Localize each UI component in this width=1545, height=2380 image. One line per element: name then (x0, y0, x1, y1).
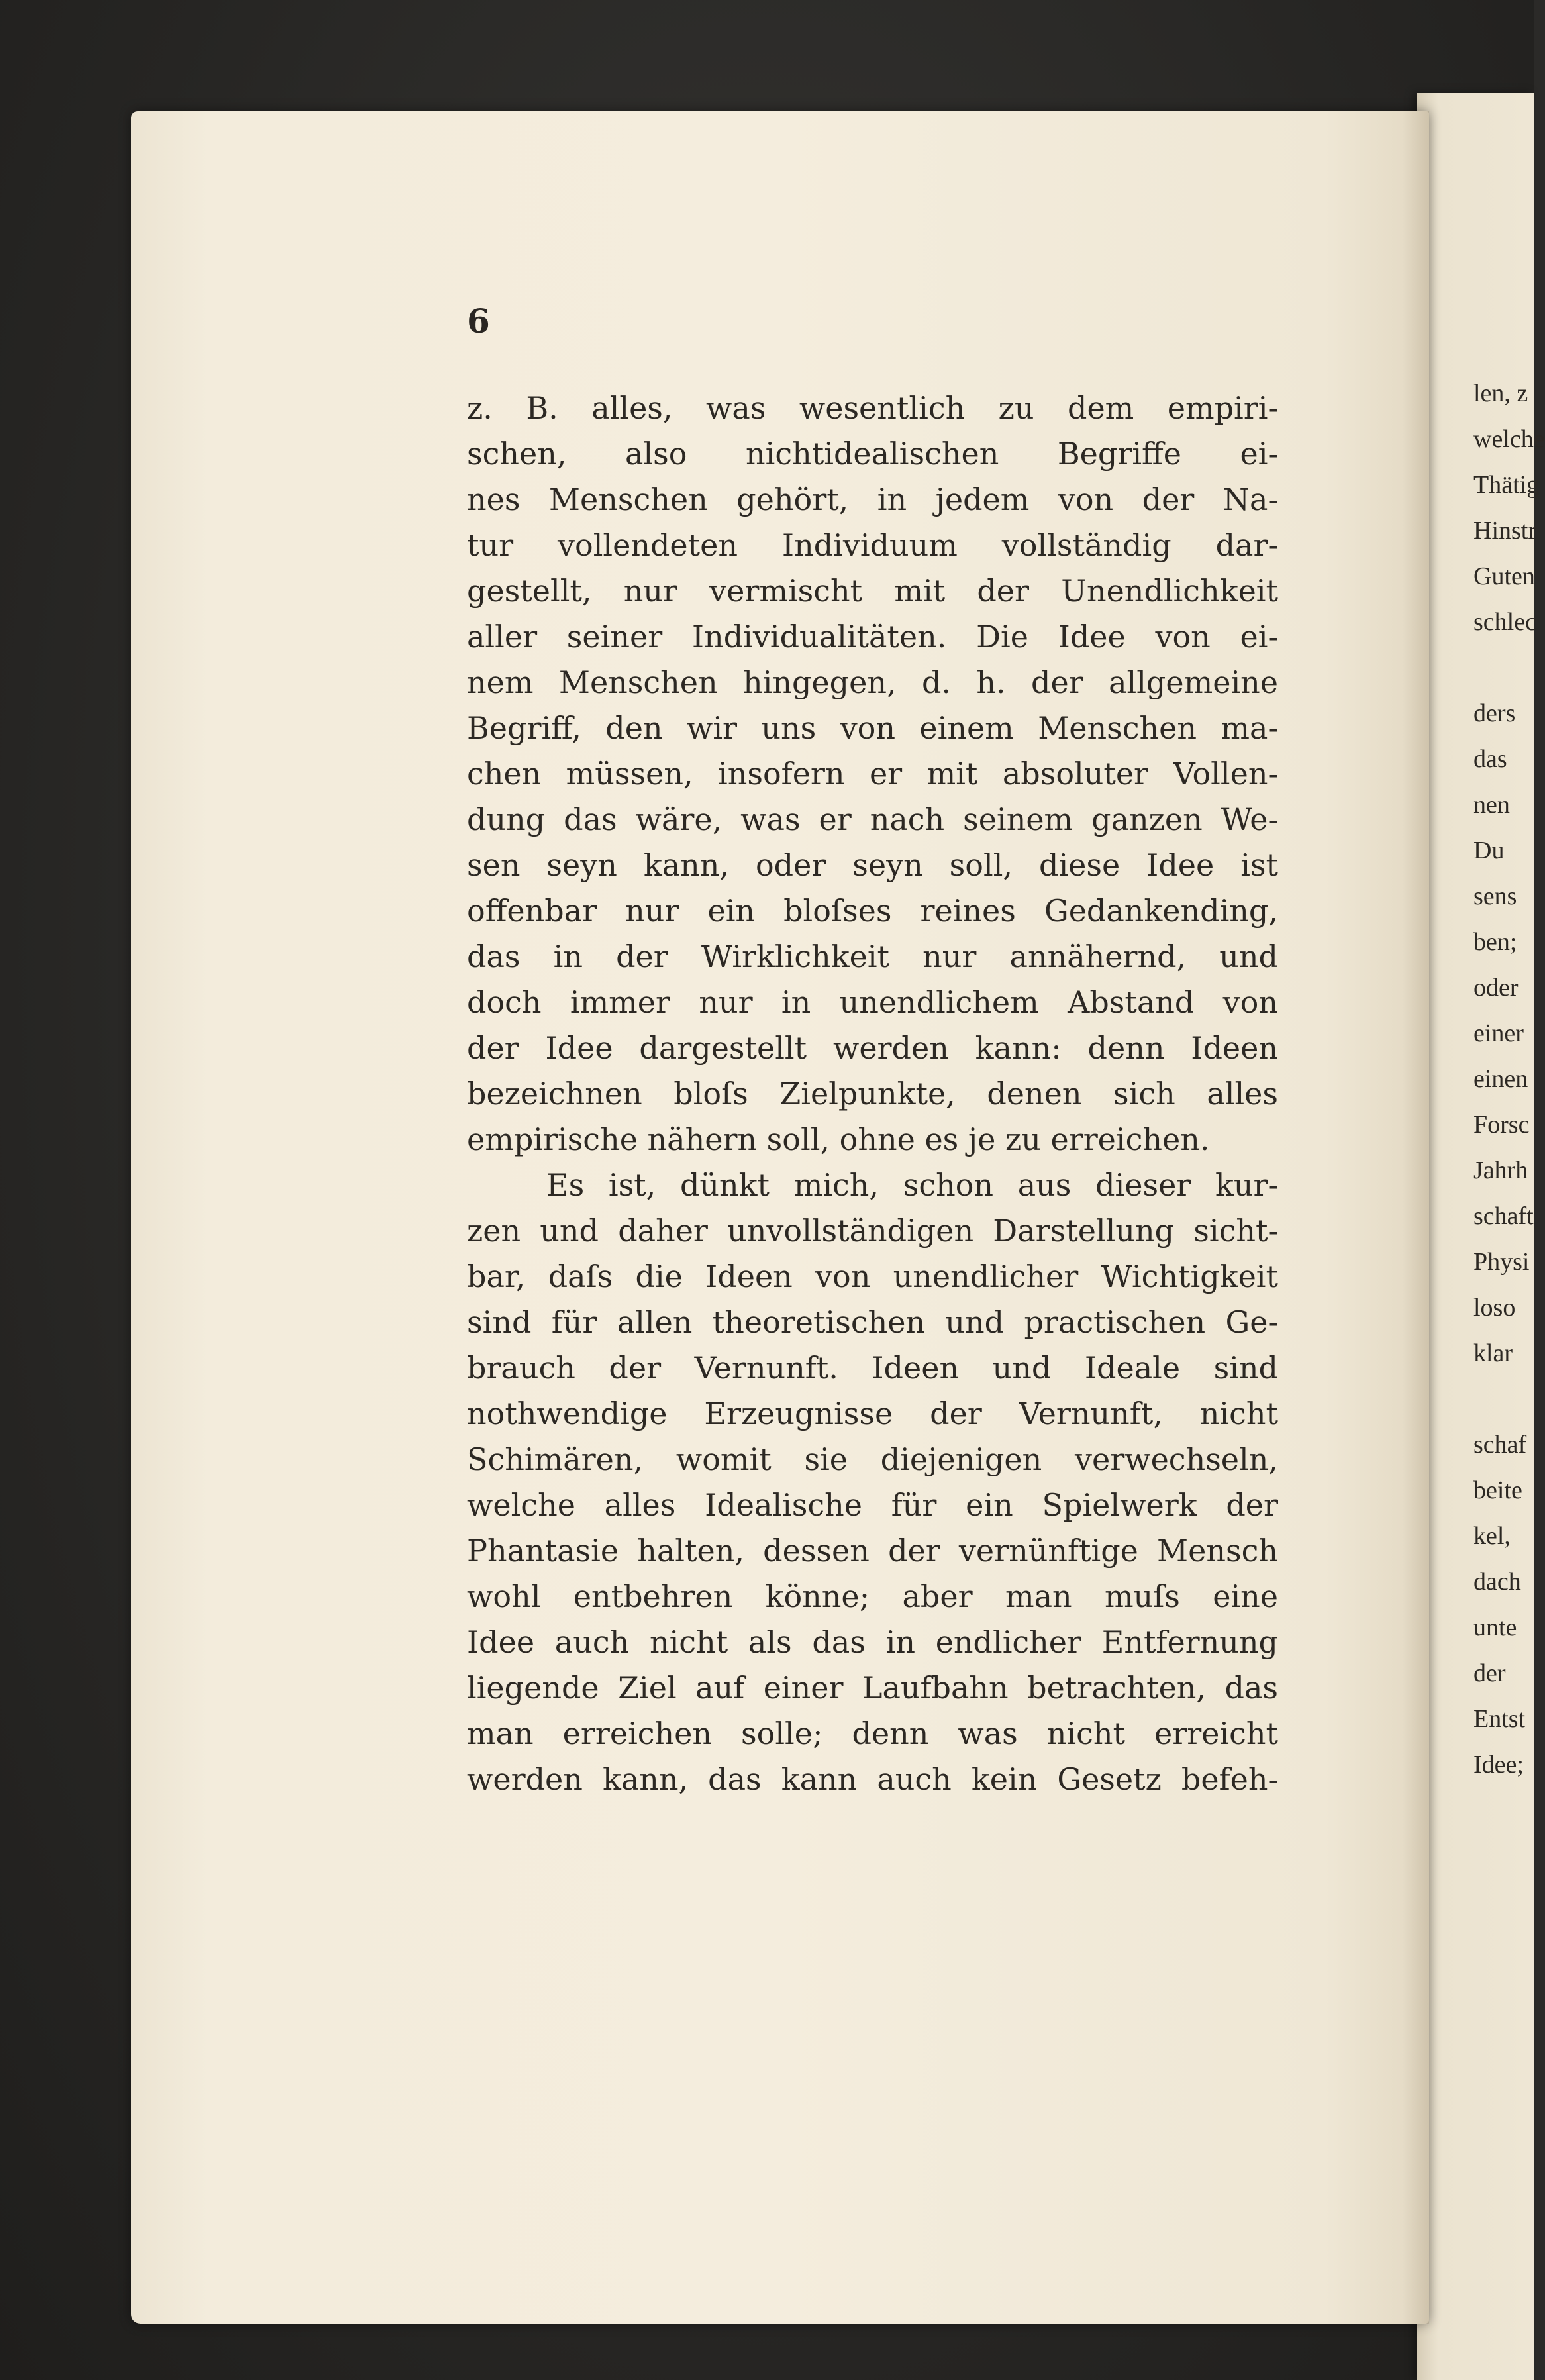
text-line: nes Menschen gehört, in jedem von der Na- (467, 482, 1278, 517)
next-page-line: das (1473, 745, 1507, 773)
text-line: doch immer nur in unendlichem Abstand von (467, 984, 1278, 1020)
text-line: das in der Wirklichkeit nur annähernd, und (467, 939, 1278, 974)
next-page-line: loso (1473, 1294, 1516, 1321)
next-page-line: Jahrh (1473, 1157, 1528, 1184)
text-line: wohl entbehren könne; aber man muſs eine (467, 1578, 1278, 1614)
next-page-line: kel, (1473, 1522, 1511, 1550)
next-page-line: Entst (1473, 1705, 1526, 1733)
next-page-line: Guten (1473, 562, 1535, 590)
text-line: liegende Ziel auf einer Laufbahn betrachten, das (467, 1670, 1278, 1706)
text-line: chen müssen, insofern er mit absoluter Vollen- (467, 756, 1278, 792)
next-page-line: ders (1473, 699, 1516, 727)
next-page-line: Idee; (1473, 1751, 1524, 1779)
next-page-line: schaft (1473, 1202, 1534, 1230)
next-page-line: Forsc (1473, 1111, 1530, 1139)
text-line: offenbar nur ein bloſses reines Gedankending, (467, 893, 1278, 929)
text-line: bezeichnen bloſs Zielpunkte, denen sich alles (467, 1076, 1278, 1112)
page-number: 6 (467, 301, 490, 340)
text-line: brauch der Vernunft. Ideen und Ideale sind (467, 1350, 1278, 1386)
next-page-line: unte (1473, 1614, 1517, 1641)
next-page-line: klar (1473, 1339, 1513, 1367)
next-page-line: Thätig (1473, 471, 1540, 499)
next-page-line: dach (1473, 1568, 1521, 1596)
next-page-line: schlec (1473, 608, 1536, 636)
text-line: Idee auch nicht als das in endlicher Entfernung (467, 1624, 1278, 1660)
text-line: sind für allen theoretischen und practischen Ge- (467, 1304, 1278, 1340)
text-line: welche alles Idealische für ein Spielwerk der (467, 1487, 1278, 1523)
text-line: werden kann, das kann auch kein Gesetz befeh- (467, 1761, 1278, 1797)
next-page-line: welche (1473, 425, 1545, 453)
next-page-line: der (1473, 1659, 1506, 1687)
next-page-line: Du (1473, 837, 1505, 864)
next-page-line: ben; (1473, 928, 1517, 956)
text-line: Schimären, womit sie diejenigen verwechseln, (467, 1441, 1278, 1477)
next-page-line: beite (1473, 1476, 1522, 1504)
text-line: z. B. alles, was wesentlich zu dem empiri- (467, 390, 1278, 426)
next-page-line: len, z (1473, 380, 1528, 407)
text-line: gestellt, nur vermischt mit der Unendlichkeit (467, 573, 1278, 609)
text-line: empirische nähern soll, ohne es je zu erreichen. (467, 1121, 1210, 1157)
text-line: zen und daher unvollständigen Darstellung sicht- (467, 1213, 1278, 1249)
next-page-line: einer (1473, 1019, 1524, 1047)
next-page-line: nen (1473, 791, 1510, 819)
text-line: schen, also nichtidealischen Begriffe ei- (467, 436, 1278, 472)
text-line: man erreichen solle; denn was nicht erreicht (467, 1716, 1278, 1751)
text-line: aller seiner Individualitäten. Die Idee von ei- (467, 619, 1278, 654)
next-page-line: Hinstr (1473, 517, 1536, 544)
text-line: bar, daſs die Ideen von unendlicher Wichtigkeit (467, 1259, 1278, 1294)
next-page-text (1473, 371, 1545, 1788)
text-line: nem Menschen hingegen, d. h. der allgemeine (467, 664, 1278, 700)
text-line: tur vollendeten Individuum vollständig dar- (467, 527, 1278, 563)
next-page-line: einen (1473, 1065, 1528, 1093)
next-page-line: sens (1473, 882, 1517, 910)
text-line: Es ist, dünkt mich, schon aus dieser kur- (546, 1167, 1278, 1203)
text-line: Phantasie halten, dessen der vernünftige Mensch (467, 1533, 1278, 1569)
text-line: sen seyn kann, oder seyn soll, diese Idee ist (467, 847, 1278, 883)
text-line: der Idee dargestellt werden kann: denn Ideen (467, 1030, 1278, 1066)
text-line: Begriff, den wir uns von einem Menschen ma- (467, 710, 1278, 746)
text-line: dung das wäre, was er nach seinem ganzen We- (467, 802, 1278, 837)
text-line: nothwendige Erzeugnisse der Vernunft, nicht (467, 1396, 1278, 1431)
next-page-line: oder (1473, 974, 1519, 1002)
body-text (467, 386, 1278, 1802)
next-page-line: Physi (1473, 1248, 1530, 1276)
next-page-line: schaf (1473, 1431, 1527, 1459)
next-page-line (1473, 1376, 1534, 1422)
next-page-line (1473, 645, 1534, 691)
